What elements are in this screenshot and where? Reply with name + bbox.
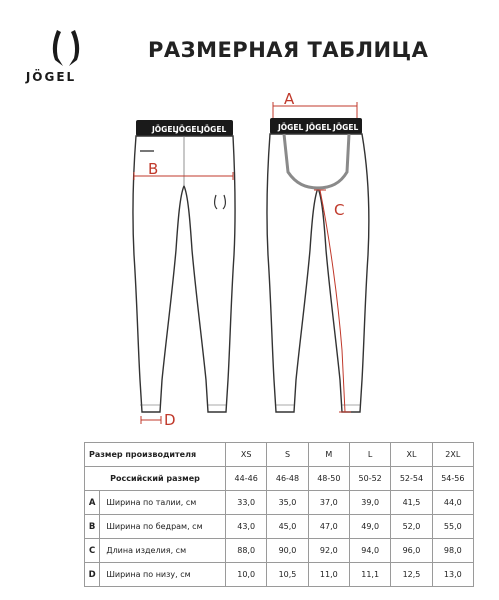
table-row-a xyxy=(85,491,474,515)
value-cell: 47,0 xyxy=(308,515,349,539)
value-cell: 39,0 xyxy=(349,491,390,515)
label-d: D xyxy=(164,411,176,429)
row-name: Ширина по низу, см xyxy=(100,563,226,587)
size-cell: M xyxy=(308,443,349,467)
row-name: Ширина по бедрам, см xyxy=(100,515,226,539)
size-cell: L xyxy=(349,443,390,467)
jogel-emblem-icon xyxy=(33,26,99,70)
size-cell: XL xyxy=(391,443,432,467)
value-cell: 98,0 xyxy=(432,539,473,563)
label-b: B xyxy=(148,160,159,178)
value-cell: 52,0 xyxy=(391,515,432,539)
ru-size-cell: 50-52 xyxy=(349,467,390,491)
value-cell: 49,0 xyxy=(349,515,390,539)
back-waistband-text-1: JÖGEL xyxy=(278,123,304,132)
value-cell: 90,0 xyxy=(267,539,308,563)
value-cell: 12,5 xyxy=(391,563,432,587)
value-cell: 44,0 xyxy=(432,491,473,515)
value-cell: 94,0 xyxy=(349,539,390,563)
label-c: C xyxy=(334,201,345,219)
brand-name: JÖGEL xyxy=(25,70,77,84)
value-cell: 41,5 xyxy=(391,491,432,515)
page-title: РАЗМЕРНАЯ ТАБЛИЦА xyxy=(148,38,429,62)
back-leggings-outline xyxy=(267,134,369,412)
value-cell: 37,0 xyxy=(308,491,349,515)
table-header-row xyxy=(85,443,474,467)
value-cell: 92,0 xyxy=(308,539,349,563)
value-cell: 10,0 xyxy=(226,563,267,587)
row-letter: C xyxy=(85,539,100,563)
value-cell: 11,0 xyxy=(308,563,349,587)
back-view xyxy=(267,90,369,412)
value-cell: 33,0 xyxy=(226,491,267,515)
label-a: A xyxy=(284,90,295,108)
front-waistband-text-1: JÖGEL xyxy=(152,125,178,134)
ru-size-cell: 52-54 xyxy=(391,467,432,491)
size-cell: XS xyxy=(226,443,267,467)
table-row-b xyxy=(85,515,474,539)
value-cell: 96,0 xyxy=(391,539,432,563)
row-name: Ширина по талии, см xyxy=(100,491,226,515)
front-view xyxy=(133,120,235,429)
front-waistband-text-2: JÖGEL xyxy=(176,125,202,134)
value-cell: 10,5 xyxy=(267,563,308,587)
table-row-ru xyxy=(85,467,474,491)
ru-size-cell: 54-56 xyxy=(432,467,473,491)
garment-diagram xyxy=(0,84,499,434)
value-cell: 43,0 xyxy=(226,515,267,539)
row-letter: B xyxy=(85,515,100,539)
table-row-d xyxy=(85,563,474,587)
header-label: Размер производителя xyxy=(85,443,226,467)
ru-size-cell: 44-46 xyxy=(226,467,267,491)
row-letter: D xyxy=(85,563,100,587)
value-cell: 13,0 xyxy=(432,563,473,587)
value-cell: 55,0 xyxy=(432,515,473,539)
value-cell: 35,0 xyxy=(267,491,308,515)
ru-size-cell: 46-48 xyxy=(267,467,308,491)
back-waistband-text-3: JÖGEL xyxy=(333,123,359,132)
value-cell: 11,1 xyxy=(349,563,390,587)
value-cell: 45,0 xyxy=(267,515,308,539)
size-cell: 2XL xyxy=(432,443,473,467)
front-tag xyxy=(140,150,154,152)
back-waistband-text-2: JÖGEL xyxy=(306,123,332,132)
size-cell: S xyxy=(267,443,308,467)
table-row-c xyxy=(85,539,474,563)
row-name: Длина изделия, см xyxy=(100,539,226,563)
front-waistband-text-3: JÖGEL xyxy=(201,125,227,134)
row-letter: A xyxy=(85,491,100,515)
value-cell: 88,0 xyxy=(226,539,267,563)
brand-logo xyxy=(18,26,114,86)
ru-size-cell: 48-50 xyxy=(308,467,349,491)
ru-label: Российский размер xyxy=(85,467,226,491)
size-table xyxy=(84,442,474,587)
